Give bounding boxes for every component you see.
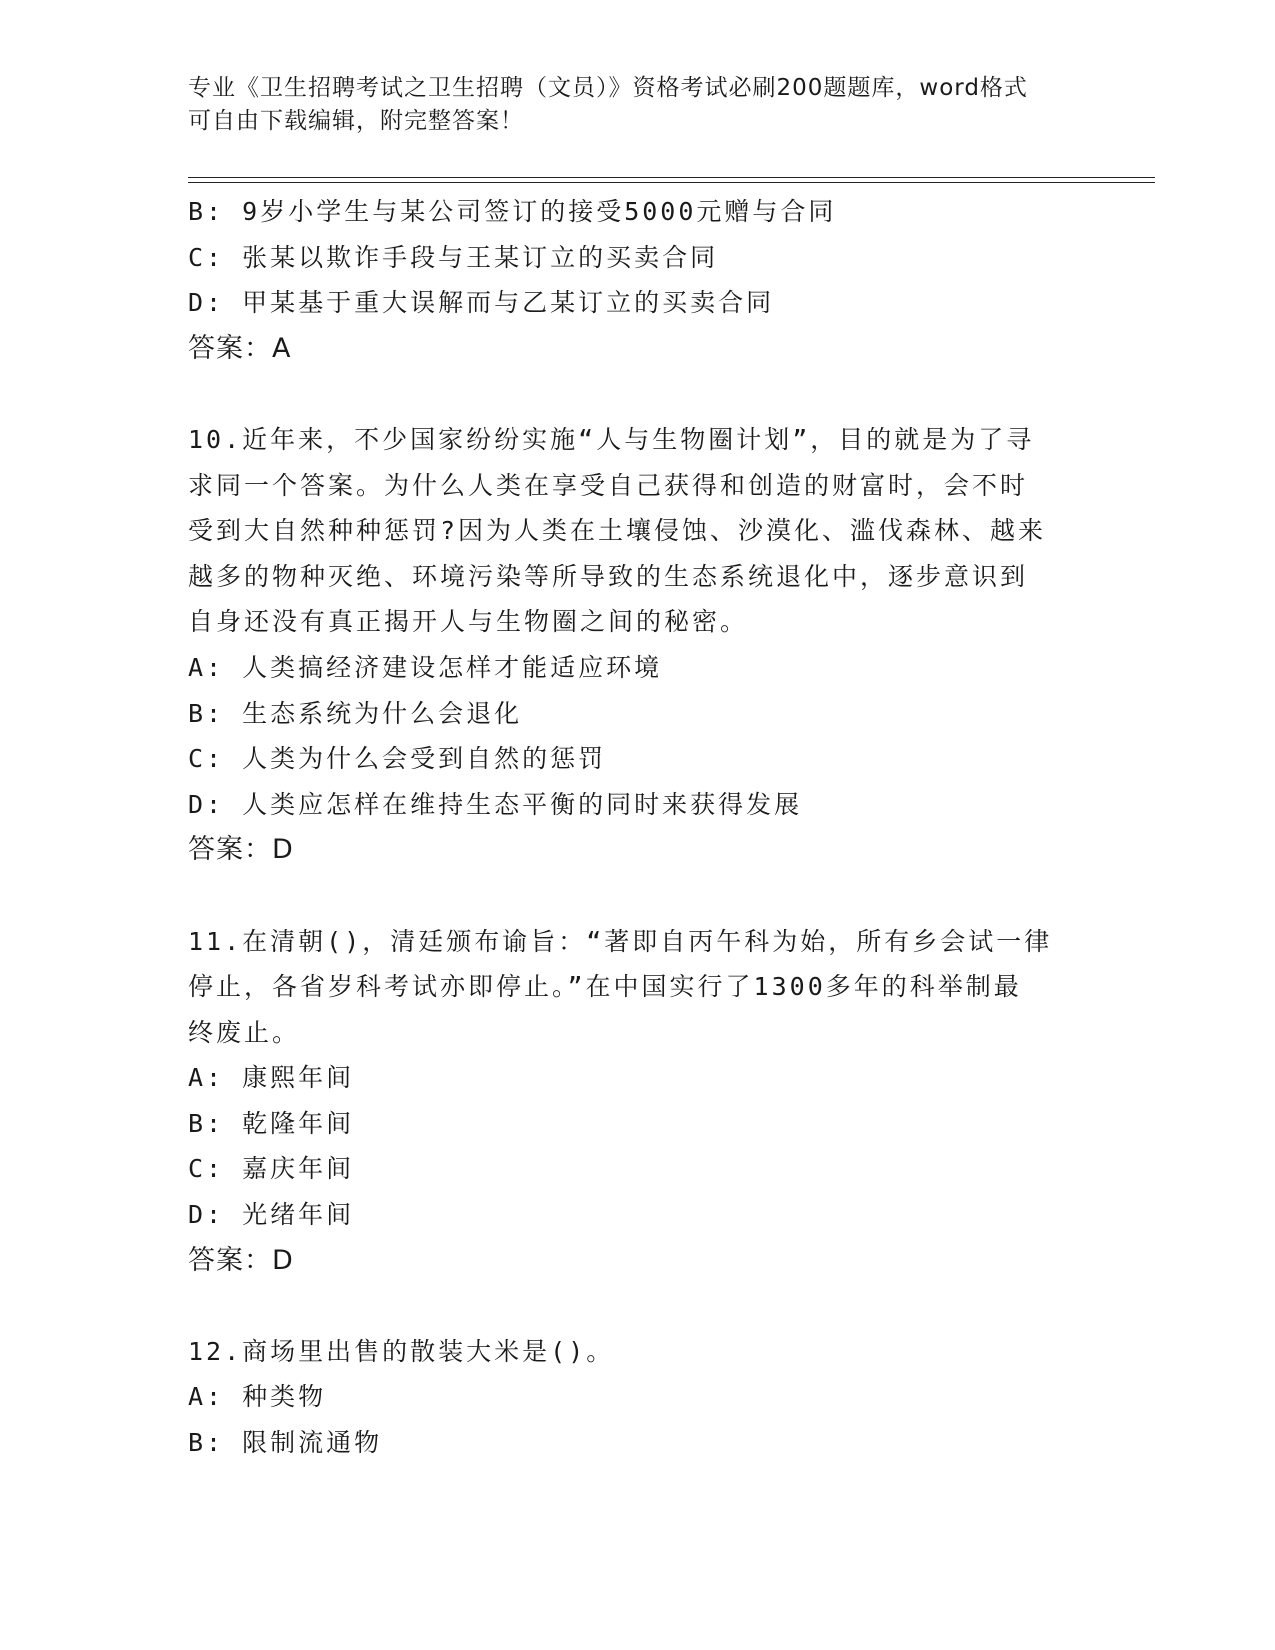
question-stem-line: 12.商场里出售的散装大米是()。 xyxy=(188,1336,615,1366)
spacer xyxy=(188,1283,1088,1329)
option-b: B: 限制流通物 xyxy=(188,1428,383,1458)
option-a: A: 人类搞经济建设怎样才能适应环境 xyxy=(188,652,663,682)
option-d: D: 人类应怎样在维持生态平衡的同时来获得发展 xyxy=(188,789,803,819)
question-stem-line: 停止，各省岁科考试亦即停止。”在中国实行了1300多年的科举制最 xyxy=(188,972,1022,1002)
option-c: C: 张某以欺诈手段与王某订立的买卖合同 xyxy=(188,242,719,272)
option-c: C: 嘉庆年间 xyxy=(188,1154,355,1184)
option-d: D: 光绪年间 xyxy=(188,1200,355,1230)
question-stem-line: 越多的物种灭绝、环境污染等所导致的生态系统退化中，逐步意识到 xyxy=(188,561,1029,591)
question-list xyxy=(188,189,1088,1466)
question-9 xyxy=(188,189,1088,371)
header-line-1: 专业《卫生招聘考试之卫生招聘（文员）》资格考试必刷200题题库，word格式 xyxy=(188,75,1028,101)
question-10 xyxy=(188,417,1088,873)
question-stem-line: 终废止。 xyxy=(188,1017,301,1047)
option-b: B: 9岁小学生与某公司签订的接受5000元赠与合同 xyxy=(188,197,837,226)
option-b: B: 生态系统为什么会退化 xyxy=(188,698,523,728)
header-line-2: 可自由下载编辑，附完整答案！ xyxy=(188,108,524,134)
option-d: D: 甲某基于重大误解而与乙某订立的买卖合同 xyxy=(188,288,775,318)
document-header xyxy=(188,72,1088,138)
answer: 答案：A xyxy=(188,332,292,364)
question-stem-line: 受到大自然种种惩罚?因为人类在土壤侵蚀、沙漠化、滥伐森林、越来 xyxy=(188,516,1047,546)
question-11 xyxy=(188,919,1088,1284)
option-a: A: 种类物 xyxy=(188,1382,327,1412)
option-b: B: 乾隆年间 xyxy=(188,1108,355,1138)
question-stem-line: 自身还没有真正揭开人与生物圈之间的秘密。 xyxy=(188,607,749,637)
question-stem-line: 10.近年来，不少国家纷纷实施“人与生物圈计划”，目的就是为了寻 xyxy=(188,424,1035,454)
option-c: C: 人类为什么会受到自然的惩罚 xyxy=(188,744,607,774)
answer: 答案：D xyxy=(188,1244,294,1276)
question-stem-line: 求同一个答案。为什么人类在享受自己获得和创造的财富时，会不时 xyxy=(188,470,1029,500)
option-a: A: 康熙年间 xyxy=(188,1063,355,1093)
question-stem-line: 11.在清朝()，清廷颁布谕旨：“著即自丙午科为始，所有乡会试一律 xyxy=(188,926,1053,956)
spacer xyxy=(188,371,1088,417)
spacer xyxy=(188,873,1088,919)
question-12 xyxy=(188,1329,1088,1466)
answer: 答案：D xyxy=(188,834,294,866)
header-divider-top xyxy=(188,177,1155,178)
header-divider-bottom xyxy=(188,182,1155,183)
